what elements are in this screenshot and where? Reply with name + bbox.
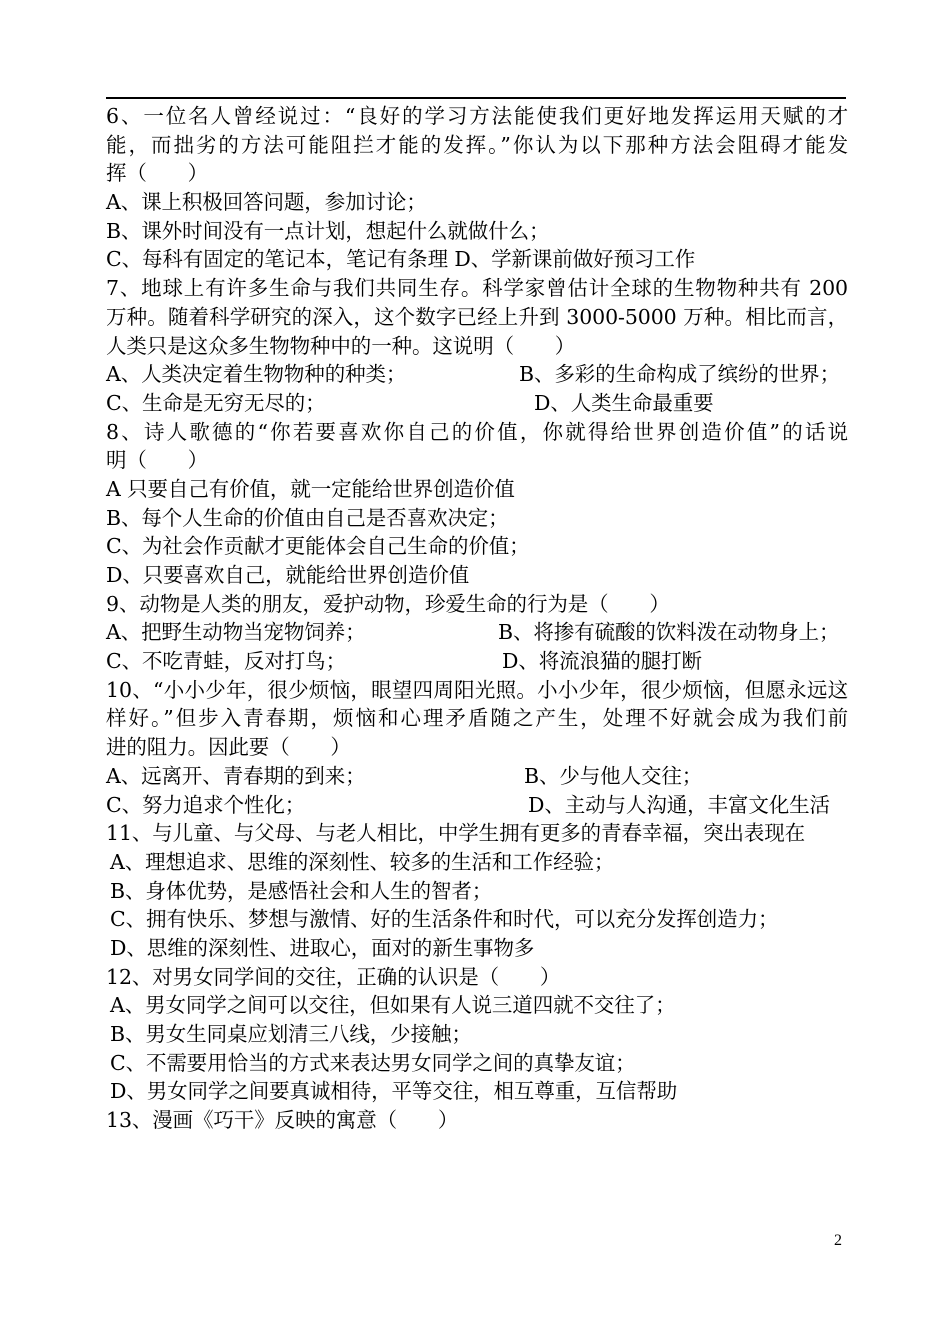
question-text-line: 13、漫画《巧干》反映的寓意（ ） <box>106 1108 459 1133</box>
option-c: C、努力追求个性化； <box>106 792 306 817</box>
question-text-line: 8、诗人歌德的“你若要喜欢你自己的价值，你就得给世界创造价值”的话说 <box>106 419 848 444</box>
option-d: D、只要喜欢自己，就能给世界创造价值 <box>106 563 470 587</box>
question-text-line: 7、地球上有许多生命与我们共同生存。科学家曾估计全球的生物物种共有 200 <box>106 276 848 301</box>
question-text-line: 10、“小小少年，很少烦恼，眼望四周阳光照。小小少年，很少烦恼，但愿永远这 <box>106 677 848 702</box>
option-b: B、多彩的生命构成了缤纷的世界； <box>519 362 840 387</box>
option-a: A、把野生动物当宠物饲养； <box>106 620 366 645</box>
question-9 <box>106 590 848 676</box>
option-c: C、拥有快乐、梦想与激情、好的生活条件和时代，可以充分发挥创造力； <box>110 907 779 932</box>
option-a: A、男女同学之间可以交往，但如果有人说三道四就不交往了； <box>110 993 676 1018</box>
question-7 <box>106 274 848 417</box>
option-c: C、生命是无穷无尽的； <box>106 390 326 415</box>
option-a: A、理想追求、思维的深刻性、较多的生活和工作经验； <box>110 849 615 874</box>
question-text-line: 11、与儿童、与父母、与老人相比，中学生拥有更多的青春幸福，突出表现在 <box>106 821 806 846</box>
option-d: D、思维的深刻性、进取心，面对的新生事物多 <box>110 935 535 960</box>
option-b: B、男女生同桌应划清三八线，少接触； <box>110 1022 472 1046</box>
option-c: C、不需要用恰当的方式来表达男女同学之间的真挚友谊； <box>110 1050 636 1075</box>
option-d: D、男女同学之间要真诚相待，平等交往，相互尊重，互信帮助 <box>110 1079 678 1104</box>
question-text-line: 万种。随着科学研究的深入，这个数字已经上升到 3000-5000 万种。相比而言， <box>106 304 848 329</box>
option-row <box>106 618 848 647</box>
option-a: A、课上积极回答问题，参加讨论； <box>106 190 427 215</box>
question-text-line: 进的阻力。因此要（ ） <box>106 735 351 760</box>
option-row <box>106 360 848 389</box>
option-b: B、身体优势，是感悟社会和人生的智者； <box>110 878 493 903</box>
question-text-line: 6、一位名人曾经说过：“良好的学习方法能使我们更好地发挥运用天赋的才 <box>106 104 848 128</box>
option-c-d: C、每科有固定的笔记本，笔记有条理 D、学新课前做好预习工作 <box>106 247 696 272</box>
question-11 <box>106 819 848 962</box>
question-13 <box>106 1106 848 1135</box>
option-c: C、为社会作贡献才更能体会自己生命的价值； <box>106 534 530 559</box>
question-6 <box>106 102 848 274</box>
option-row <box>106 389 848 418</box>
option-d: D、人类生命最重要 <box>534 390 714 415</box>
option-a: A、人类决定着生物物种的种类； <box>106 362 407 387</box>
question-text-line: 挥（ ） <box>106 161 208 186</box>
question-text-line: 9、动物是人类的朋友，爱护动物，珍爱生命的行为是（ ） <box>106 591 670 616</box>
option-b: B、每个人生命的价值由自己是否喜欢决定； <box>106 505 509 530</box>
question-10 <box>106 676 848 819</box>
option-d: D、主动与人沟通，丰富文化生活 <box>528 792 830 817</box>
option-a: A、远离开、青春期的到来； <box>106 763 366 788</box>
question-text-line: 能，而拙劣的方法可能阻拦才能的发挥。”你认为以下那种方法会阻碍才能发 <box>106 132 848 157</box>
option-row <box>106 647 848 676</box>
option-a: A 只要自己有价值，就一定能给世界创造价值 <box>106 476 515 501</box>
option-b: B、将掺有硫酸的饮料泼在动物身上； <box>498 620 840 645</box>
option-c: C、不吃青蛙，反对打鸟； <box>106 649 346 674</box>
option-b: B、课外时间没有一点计划，想起什么就做什么； <box>106 218 550 243</box>
question-text-line: 明（ ） <box>106 448 208 473</box>
option-row <box>106 762 848 791</box>
header-rule <box>106 97 846 99</box>
question-text-line: 样好。”但步入青春期，烦恼和心理矛盾随之产生，处理不好就会成为我们前 <box>106 706 848 731</box>
question-text-line: 人类只是这众多生物物种中的一种。这说明（ ） <box>106 333 576 358</box>
question-8 <box>106 418 848 590</box>
page-number: 2 <box>834 1232 842 1249</box>
question-12 <box>106 963 848 1106</box>
option-d: D、将流浪猫的腿打断 <box>502 649 702 674</box>
option-b: B、少与他人交往； <box>524 763 703 788</box>
option-row <box>106 791 848 820</box>
question-text-line: 12、对男女同学间的交往，正确的认识是（ ） <box>106 964 561 989</box>
question-list <box>106 102 848 1135</box>
